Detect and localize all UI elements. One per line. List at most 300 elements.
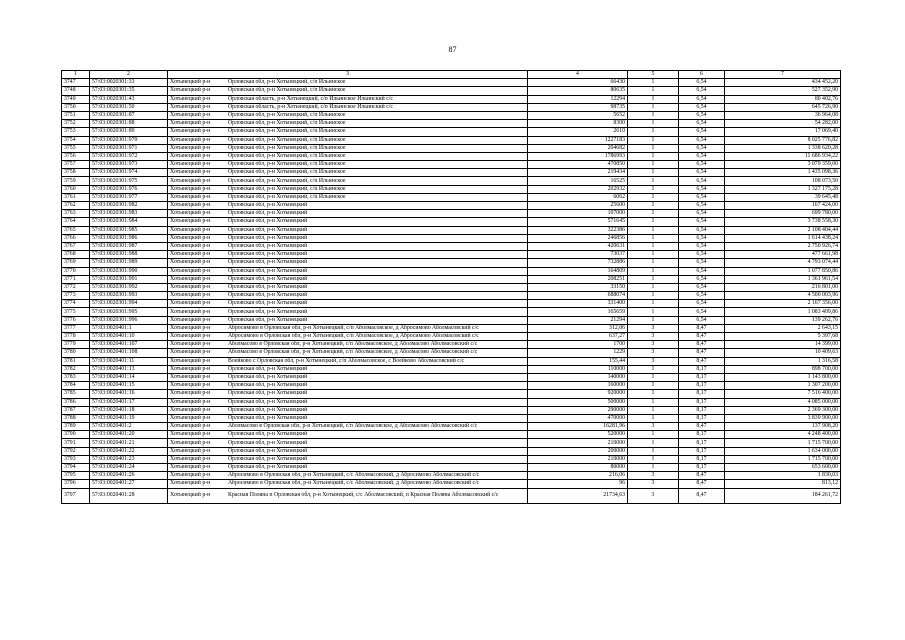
address: Орловская обл, р-н Хотынецкий, с/п Ильинское <box>228 120 346 127</box>
address: Воейково с Орловская обл, р-н Хотынецкий, с/п Аболмасовское, с Воейково Аболмасовский с/с <box>228 357 465 364</box>
location <box>168 365 528 373</box>
cadastral-value: 184 261,72 <box>725 488 841 503</box>
row-number: 3768 <box>62 251 90 259</box>
district: Хотынецкий р-н <box>170 382 211 389</box>
area: 140000 <box>528 373 628 381</box>
location <box>168 357 528 365</box>
rate: 8,17 <box>679 398 725 406</box>
rate: 6,54 <box>679 267 725 275</box>
cadastral-number: 57:03:0020401:18 <box>90 406 168 414</box>
location <box>168 144 528 152</box>
category: 1 <box>628 226 679 234</box>
district: Хотынецкий р-н <box>170 431 211 438</box>
table-row <box>62 275 841 283</box>
address: Орловская обл, р-н Хотынецкий <box>228 439 308 446</box>
cadastral-value: 1 307 200,00 <box>725 382 841 390</box>
rate: 6,54 <box>679 95 725 103</box>
address: Орловская обл, р-н Хотынецкий <box>228 300 308 307</box>
location <box>168 349 528 357</box>
location <box>168 226 528 234</box>
table-row <box>62 333 841 341</box>
cadastral-value: 1 327 175,28 <box>725 185 841 193</box>
district: Хотынецкий р-н <box>170 95 211 102</box>
area: 290000 <box>528 406 628 414</box>
category: 1 <box>628 390 679 398</box>
district: Хотынецкий р-н <box>170 447 211 454</box>
cadastral-number: 57:03:0020301:986 <box>90 234 168 242</box>
category: 3 <box>628 480 679 488</box>
district: Хотынецкий р-н <box>170 455 211 462</box>
row-number: 3793 <box>62 455 90 463</box>
cadastral-number: 57:03:0020301:988 <box>90 251 168 259</box>
row-number: 3767 <box>62 242 90 250</box>
table-row <box>62 324 841 332</box>
table-row <box>62 87 841 95</box>
rate: 6,54 <box>679 202 725 210</box>
location <box>168 447 528 455</box>
rate: 8,17 <box>679 390 725 398</box>
district: Хотынецкий р-н <box>170 398 211 405</box>
cadastral-value: 3 738 558,30 <box>725 218 841 226</box>
table-row <box>62 177 841 185</box>
cadastral-number: 57:03:0020401:15 <box>90 382 168 390</box>
cadastral-value: 36 964,08 <box>725 111 841 119</box>
rate: 6,54 <box>679 128 725 136</box>
category: 1 <box>628 267 679 275</box>
category: 1 <box>628 218 679 226</box>
area: 80635 <box>528 87 628 95</box>
area: 5652 <box>528 111 628 119</box>
district: Хотынецкий р-н <box>170 423 211 430</box>
area: 1700 <box>528 341 628 349</box>
cadastral-number: 57:03:0020301:985 <box>90 226 168 234</box>
row-number: 3762 <box>62 202 90 210</box>
cadastral-number: 57:03:0020401:21 <box>90 439 168 447</box>
cadastral-number: 57:03:0020401:10 <box>90 333 168 341</box>
location <box>168 79 528 87</box>
rate: 6,54 <box>679 103 725 111</box>
column-header: 6 <box>679 71 725 79</box>
cadastral-number: 57:03:0020301:43 <box>90 95 168 103</box>
category: 1 <box>628 144 679 152</box>
area: 160000 <box>528 382 628 390</box>
row-number: 3774 <box>62 300 90 308</box>
district: Хотынецкий р-н <box>170 390 211 397</box>
district: Хотынецкий р-н <box>170 406 211 413</box>
cadastral-number: 57:03:0020301:984 <box>90 218 168 226</box>
cadastral-value: 645 726,90 <box>725 103 841 111</box>
cadastral-value: 1 435 098,36 <box>725 169 841 177</box>
area: 107000 <box>528 210 628 218</box>
table-row <box>62 120 841 128</box>
district: Хотынецкий р-н <box>170 243 211 250</box>
table-row <box>62 161 841 169</box>
table-row <box>62 447 841 455</box>
location <box>168 341 528 349</box>
cadastral-number: 57:03:0020401:27 <box>90 480 168 488</box>
cadastral-value: 216 801,00 <box>725 283 841 291</box>
cadastral-value: 2 750 926,74 <box>725 242 841 250</box>
row-number: 3756 <box>62 152 90 160</box>
cadastral-number: 57:03:0020301:976 <box>90 185 168 193</box>
location <box>168 439 528 447</box>
cadastral-value: 8 025 776,82 <box>725 136 841 144</box>
cadastral-number: 57:03:0020401:24 <box>90 464 168 472</box>
cadastral-number: 57:03:0020401:22 <box>90 447 168 455</box>
cadastral-number: 57:03:0020301:989 <box>90 259 168 267</box>
table-row <box>62 390 841 398</box>
rate: 6,54 <box>679 185 725 193</box>
cadastral-number: 57:03:0020401:2 <box>90 423 168 431</box>
cadastral-number: 57:03:0020301:993 <box>90 292 168 300</box>
cadastral-value: 4 793 074,44 <box>725 259 841 267</box>
table-row <box>62 226 841 234</box>
address: Орловская обл, р-н Хотынецкий <box>228 267 308 274</box>
location <box>168 292 528 300</box>
rate: 6,54 <box>679 111 725 119</box>
cadastral-value: 4 248 400,00 <box>725 431 841 439</box>
district: Хотынецкий р-н <box>170 464 211 471</box>
table-row <box>62 185 841 193</box>
district: Хотынецкий р-н <box>170 87 211 94</box>
area: 216,06 <box>528 472 628 480</box>
address: Абросимово в Орловская обл, р-н Хотынецкий, с/п Аболмасовское, д Абросимово Аболмасовский с/с <box>228 324 479 331</box>
area: 16281,96 <box>528 423 628 431</box>
area: 110000 <box>528 365 628 373</box>
category: 1 <box>628 464 679 472</box>
location <box>168 95 528 103</box>
location <box>168 177 528 185</box>
location <box>168 455 528 463</box>
cadastral-number: 57:03:0020301:970 <box>90 136 168 144</box>
district: Хотынецкий р-н <box>170 136 211 143</box>
address: Орловская обл, р-н Хотынецкий <box>228 275 308 282</box>
table-row <box>62 103 841 111</box>
table-row <box>62 464 841 472</box>
address: Орловская обл, р-н Хотынецкий, с/п Ильинское <box>228 152 346 159</box>
area: 920000 <box>528 390 628 398</box>
rate: 8,47 <box>679 341 725 349</box>
rate: 6,54 <box>679 300 725 308</box>
district: Хотынецкий р-н <box>170 480 211 487</box>
row-number: 3776 <box>62 316 90 324</box>
district: Хотынецкий р-н <box>170 79 211 86</box>
location <box>168 210 528 218</box>
area: 208251 <box>528 275 628 283</box>
row-number: 3780 <box>62 349 90 357</box>
cadastral-value: 137 908,20 <box>725 423 841 431</box>
area: 571645 <box>528 218 628 226</box>
address: Орловская обл, р-н Хотынецкий <box>228 316 308 323</box>
cadastral-number: 57:03:0020301:977 <box>90 193 168 201</box>
address: Орловская обл, р-н Хотынецкий, с/п Ильинское <box>228 185 346 192</box>
district: Хотынецкий р-н <box>170 169 211 176</box>
area: 8300 <box>528 120 628 128</box>
address: Абросимово в Орловская обл, р-н Хотынецкий, с/с Аболмасовский, д Абросимово Аболмасовский с/с <box>228 472 480 479</box>
district: Хотынецкий р-н <box>170 234 211 241</box>
category: 1 <box>628 95 679 103</box>
district: Хотынецкий р-н <box>170 414 211 421</box>
cadastral-number: 57:03:0020301:987 <box>90 242 168 250</box>
category: 1 <box>628 455 679 463</box>
cadastral-value: 1 715 700,00 <box>725 455 841 463</box>
column-header: 2 <box>90 71 168 79</box>
row-number: 3772 <box>62 283 90 291</box>
category: 3 <box>628 423 679 431</box>
category: 3 <box>628 324 679 332</box>
district: Хотынецкий р-н <box>170 292 211 299</box>
cadastral-value: 3 079 359,00 <box>725 161 841 169</box>
cadastral-number: 57:03:0020401:26 <box>90 472 168 480</box>
district: Хотынецкий р-н <box>170 177 211 184</box>
category: 1 <box>628 210 679 218</box>
row-number: 3770 <box>62 267 90 275</box>
row-number: 3755 <box>62 144 90 152</box>
area: 470850 <box>528 161 628 169</box>
table-row <box>62 251 841 259</box>
category: 1 <box>628 406 679 414</box>
rate: 6,54 <box>679 234 725 242</box>
area: 200000 <box>528 447 628 455</box>
district: Хотынецкий р-н <box>170 341 211 348</box>
row-number: 3769 <box>62 259 90 267</box>
category: 1 <box>628 103 679 111</box>
cadastral-value: 699 780,00 <box>725 210 841 218</box>
area: 73037 <box>528 251 628 259</box>
cadastral-value: 2 108 404,44 <box>725 226 841 234</box>
location <box>168 464 528 472</box>
category: 1 <box>628 251 679 259</box>
category: 1 <box>628 234 679 242</box>
cadastral-value: 4 500 003,96 <box>725 292 841 300</box>
cadastral-value: 527 352,90 <box>725 87 841 95</box>
district: Хотынецкий р-н <box>170 316 211 323</box>
row-number: 3789 <box>62 423 90 431</box>
address: Абросимово в Орловская обл, р-н Хотынецкий, с/с Аболмасовский, д Абросимово Аболмасовский с/с <box>228 480 480 487</box>
row-number: 3785 <box>62 390 90 398</box>
row-number: 3787 <box>62 406 90 414</box>
category: 1 <box>628 414 679 422</box>
address: Орловская обл, р-н Хотынецкий <box>228 406 308 413</box>
area: 1229 <box>528 349 628 357</box>
rate: 6,54 <box>679 152 725 160</box>
address: Орловская обл, р-н Хотынецкий <box>228 251 308 258</box>
row-number: 3791 <box>62 439 90 447</box>
cadastral-number: 57:03:0020301:982 <box>90 202 168 210</box>
table-row <box>62 292 841 300</box>
district: Хотынецкий р-н <box>170 210 211 217</box>
category: 3 <box>628 357 679 365</box>
address: Орловская обл, р-н Хотынецкий <box>228 283 308 290</box>
cadastral-value: 1 614 438,24 <box>725 234 841 242</box>
cadastral-value: 11 686 934,22 <box>725 152 841 160</box>
rate: 8,47 <box>679 423 725 431</box>
rate: 8,47 <box>679 357 725 365</box>
address: Орловская обл, р-н Хотынецкий, с/п Ильинское <box>228 112 346 119</box>
area: 1786993 <box>528 152 628 160</box>
table-row <box>62 144 841 152</box>
table-row <box>62 152 841 160</box>
cadastral-value: 167 424,00 <box>725 202 841 210</box>
row-number: 3786 <box>62 398 90 406</box>
row-number: 3782 <box>62 365 90 373</box>
address: Орловская обл, р-н Хотынецкий <box>228 447 308 454</box>
location <box>168 324 528 332</box>
category: 1 <box>628 431 679 439</box>
cadastral-number: 57:03:0020401:1 <box>90 324 168 332</box>
area: 500000 <box>528 398 628 406</box>
row-number: 3792 <box>62 447 90 455</box>
category: 1 <box>628 242 679 250</box>
category: 1 <box>628 398 679 406</box>
cadastral-value: 80 402,76 <box>725 95 841 103</box>
location <box>168 169 528 177</box>
cadastral-number: 57:03:0020401:19 <box>90 414 168 422</box>
category: 1 <box>628 177 679 185</box>
rate: 8,17 <box>679 455 725 463</box>
row-number: 3775 <box>62 308 90 316</box>
category: 1 <box>628 169 679 177</box>
table-row <box>62 79 841 87</box>
address: Орловская обл, р-н Хотынецкий <box>228 243 308 250</box>
district: Хотынецкий р-н <box>170 333 211 340</box>
cadastral-value: 653 600,00 <box>725 464 841 472</box>
district: Хотынецкий р-н <box>170 365 211 372</box>
address: Орловская обл, р-н Хотынецкий, с/п Ильинское <box>228 193 346 200</box>
rate: 8,17 <box>679 414 725 422</box>
area: 98735 <box>528 103 628 111</box>
cadastral-number: 57:03:0020401:11 <box>90 357 168 365</box>
address: Аболмасово в Орловская обл, р-н Хотынецкий, с/п Аболмасовское, д Аболмасово Аболмасовский с/с <box>228 349 478 356</box>
row-number: 3796 <box>62 480 90 488</box>
address: Орловская обл, р-н Хотынецкий <box>228 202 308 209</box>
category: 1 <box>628 111 679 119</box>
district: Хотынецкий р-н <box>170 357 211 364</box>
district: Хотынецкий р-н <box>170 308 211 315</box>
district: Хотынецкий р-н <box>170 103 211 110</box>
rate: 6,54 <box>679 177 725 185</box>
cadastral-number: 57:03:0020301:991 <box>90 275 168 283</box>
area: 470000 <box>528 414 628 422</box>
cadastral-number: 57:03:0020301:995 <box>90 308 168 316</box>
cadastral-number: 57:03:0020401:14 <box>90 373 168 381</box>
district: Хотынецкий р-н <box>170 152 211 159</box>
address: Орловская обл, р-н Хотынецкий <box>228 234 308 241</box>
category: 3 <box>628 472 679 480</box>
cadastral-value: 2 167 356,00 <box>725 300 841 308</box>
cadastral-number: 57:03:0020401:16 <box>90 390 168 398</box>
area: 16525 <box>528 177 628 185</box>
rate: 8,17 <box>679 439 725 447</box>
address: Орловская обл, р-н Хотынецкий <box>228 292 308 299</box>
table-row <box>62 259 841 267</box>
table-row <box>62 202 841 210</box>
category: 1 <box>628 283 679 291</box>
location <box>168 251 528 259</box>
area: 246856 <box>528 234 628 242</box>
rate: 8,17 <box>679 382 725 390</box>
cadastral-value: 1 143 800,00 <box>725 373 841 381</box>
location <box>168 308 528 316</box>
cadastral-number: 57:03:0020301:990 <box>90 267 168 275</box>
cadastral-value: 10 409,63 <box>725 349 841 357</box>
table-row <box>62 439 841 447</box>
table-row <box>62 128 841 136</box>
location <box>168 472 528 480</box>
rate: 8,47 <box>679 349 725 357</box>
category: 1 <box>628 365 679 373</box>
area: 732886 <box>528 259 628 267</box>
location <box>168 275 528 283</box>
district: Хотынецкий р-н <box>170 492 211 499</box>
rate: 8,17 <box>679 373 725 381</box>
area: 219434 <box>528 169 628 177</box>
rate: 8,17 <box>679 464 725 472</box>
cadastral-number: 57:03:0020401:23 <box>90 455 168 463</box>
cadastral-value: 434 452,20 <box>725 79 841 87</box>
row-number: 3750 <box>62 103 90 111</box>
location <box>168 193 528 201</box>
table-row <box>62 398 841 406</box>
area: 164809 <box>528 267 628 275</box>
cadastral-value: 477 661,98 <box>725 251 841 259</box>
rate: 6,54 <box>679 161 725 169</box>
row-number: 3758 <box>62 169 90 177</box>
address: Орловская обл, р-н Хотынецкий <box>228 398 308 405</box>
location <box>168 382 528 390</box>
district: Хотынецкий р-н <box>170 128 211 135</box>
location <box>168 259 528 267</box>
cadastral-value: 1 715 700,00 <box>725 439 841 447</box>
rate: 6,54 <box>679 193 725 201</box>
row-number: 3764 <box>62 218 90 226</box>
address: Орловская обл, р-н Хотынецкий <box>228 464 308 471</box>
rate: 6,54 <box>679 218 725 226</box>
location <box>168 414 528 422</box>
category: 1 <box>628 136 679 144</box>
row-number: 3747 <box>62 79 90 87</box>
cadastral-value: 14 399,00 <box>725 341 841 349</box>
district: Хотынецкий р-н <box>170 374 211 381</box>
column-header: 4 <box>528 71 628 79</box>
rate: 6,54 <box>679 283 725 291</box>
area: 2610 <box>528 128 628 136</box>
category: 3 <box>628 488 679 503</box>
cadastral-value-table <box>61 70 841 504</box>
location <box>168 111 528 119</box>
row-number: 3795 <box>62 472 90 480</box>
location <box>168 267 528 275</box>
category: 1 <box>628 259 679 267</box>
address: Орловская обл, р-н Хотынецкий <box>228 431 308 438</box>
rate: 6,54 <box>679 136 725 144</box>
cadastral-number: 57:03:0020301:971 <box>90 144 168 152</box>
row-number: 3766 <box>62 234 90 242</box>
district: Хотынецкий р-н <box>170 283 211 290</box>
area: 210000 <box>528 455 628 463</box>
area: 96 <box>528 480 628 488</box>
address: Орловская обл, р-н Хотынецкий, с/п Ильинское <box>228 79 346 86</box>
cadastral-value: 2 643,15 <box>725 324 841 332</box>
cadastral-number: 57:03:0020401:20 <box>90 431 168 439</box>
cadastral-number: 57:03:0020401:17 <box>90 398 168 406</box>
row-number: 3790 <box>62 431 90 439</box>
table-row <box>62 349 841 357</box>
cadastral-value: 7 516 400,00 <box>725 390 841 398</box>
table-row <box>62 267 841 275</box>
rate: 6,54 <box>679 79 725 87</box>
address: Абросимово в Орловская обл, р-н Хотынецкий, с/п Аболмасовское, д Абросимово Аболмасовский с/с <box>228 333 479 340</box>
